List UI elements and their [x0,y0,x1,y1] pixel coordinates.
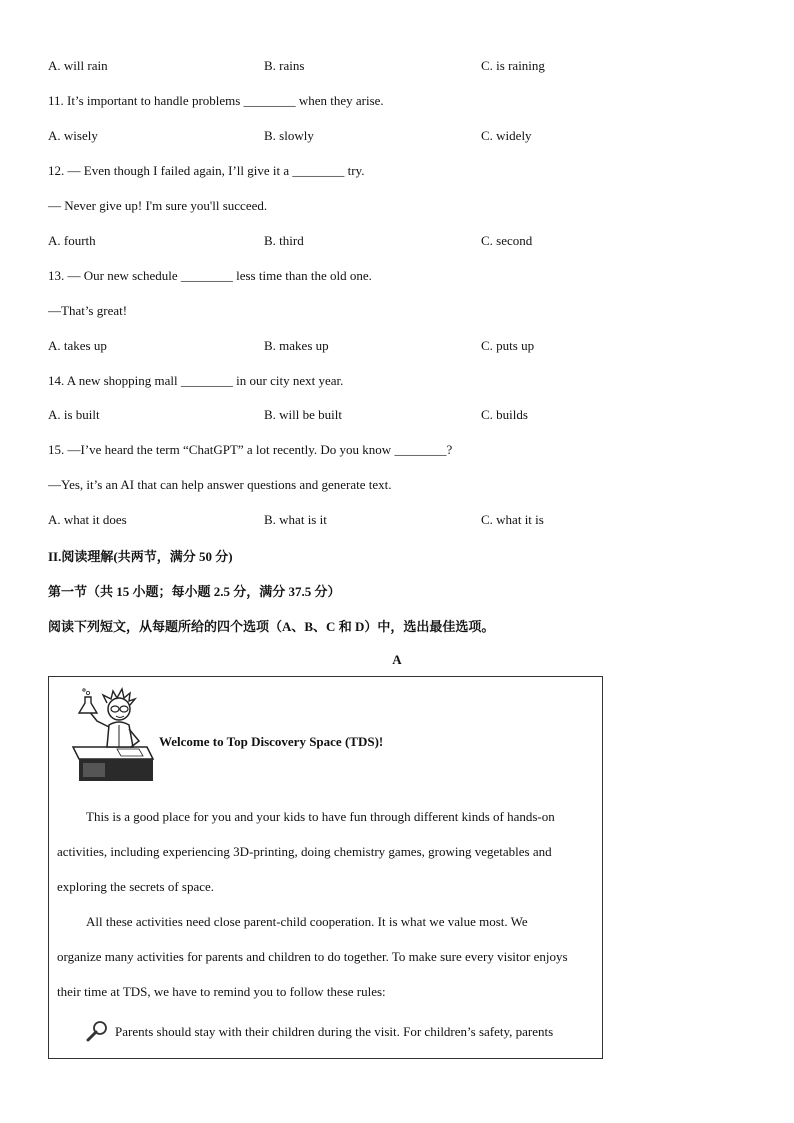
passage-line: This is a good place for you and your kids to have fun through different kinds of hands-on [86,809,555,824]
q11-option-c: C. widely [481,128,532,143]
q11-stem: 11. It’s important to handle problems ________ when they arise. [48,93,384,108]
q10-option-b: B. rains [264,58,305,73]
q12-option-b: B. third [264,233,304,248]
q15-option-b: B. what is it [264,512,327,527]
q12-option-a: A. fourth [48,233,96,248]
q13-reply: —That’s great! [48,303,128,318]
q13-option-a: A. takes up [48,338,107,353]
part-one-heading: 第一节（共 15 小题；每小题 2.5 分，满分 37.5 分） [48,584,341,599]
q15-reply: —Yes, it’s an AI that can help answer questions and generate text. [48,477,392,492]
passage-line: All these activities need close parent-child cooperation. It is what we value most. We [86,914,528,929]
q14-stem: 14. A new shopping mall ________ in our city next year. [48,373,344,388]
q12-reply: — Never give up! I'm sure you'll succeed. [48,198,268,213]
q12-option-c: C. second [481,233,533,248]
q10-option-a: A. will rain [48,58,108,73]
q13-option-c: C. puts up [481,338,535,353]
q15-stem: 15. —I’ve heard the term “ChatGPT” a lot recently. Do you know ________? [48,442,453,457]
passage-line: activities, including experiencing 3D-printing, doing chemistry games, growing vegetables and [57,844,552,859]
q15-option-c: C. what it is [481,512,544,527]
passage-line: their time at TDS, we have to remind you to follow these rules: [57,984,386,999]
q13-stem: 13. — Our new schedule ________ less time than the old one. [48,268,372,283]
q14-option-c: C. builds [481,407,528,422]
magnifier-icon [85,1020,109,1042]
q14-option-b: B. will be built [264,407,342,422]
passage-line: exploring the secrets of space. [57,879,215,894]
q12-stem: 12. — Even though I failed again, I’ll give it a ________ try. [48,163,365,178]
passage-box [48,676,603,1059]
q11-option-a: A. wisely [48,128,98,143]
passage-label: A [392,652,402,667]
passage-title: Welcome to Top Discovery Space (TDS)! [159,734,384,749]
q11-option-b: B. slowly [264,128,314,143]
q10-option-c: C. is raining [481,58,545,73]
passage-line: organize many activities for parents and children to do together. To make sure every visitor enjoys [57,949,568,964]
q15-option-a: A. what it does [48,512,127,527]
passage-rule-line: Parents should stay with their children during the visit. For children’s safety, parents [115,1024,554,1039]
q13-option-b: B. makes up [264,338,329,353]
q14-option-a: A. is built [48,407,100,422]
scientist-icon [59,685,155,785]
reading-instruction: 阅读下列短文，从每题所给的四个选项（A、B、C 和 D）中，选出最佳选项。 [48,619,495,634]
section-heading: II.阅读理解(共两节，满分 50 分) [48,549,233,564]
